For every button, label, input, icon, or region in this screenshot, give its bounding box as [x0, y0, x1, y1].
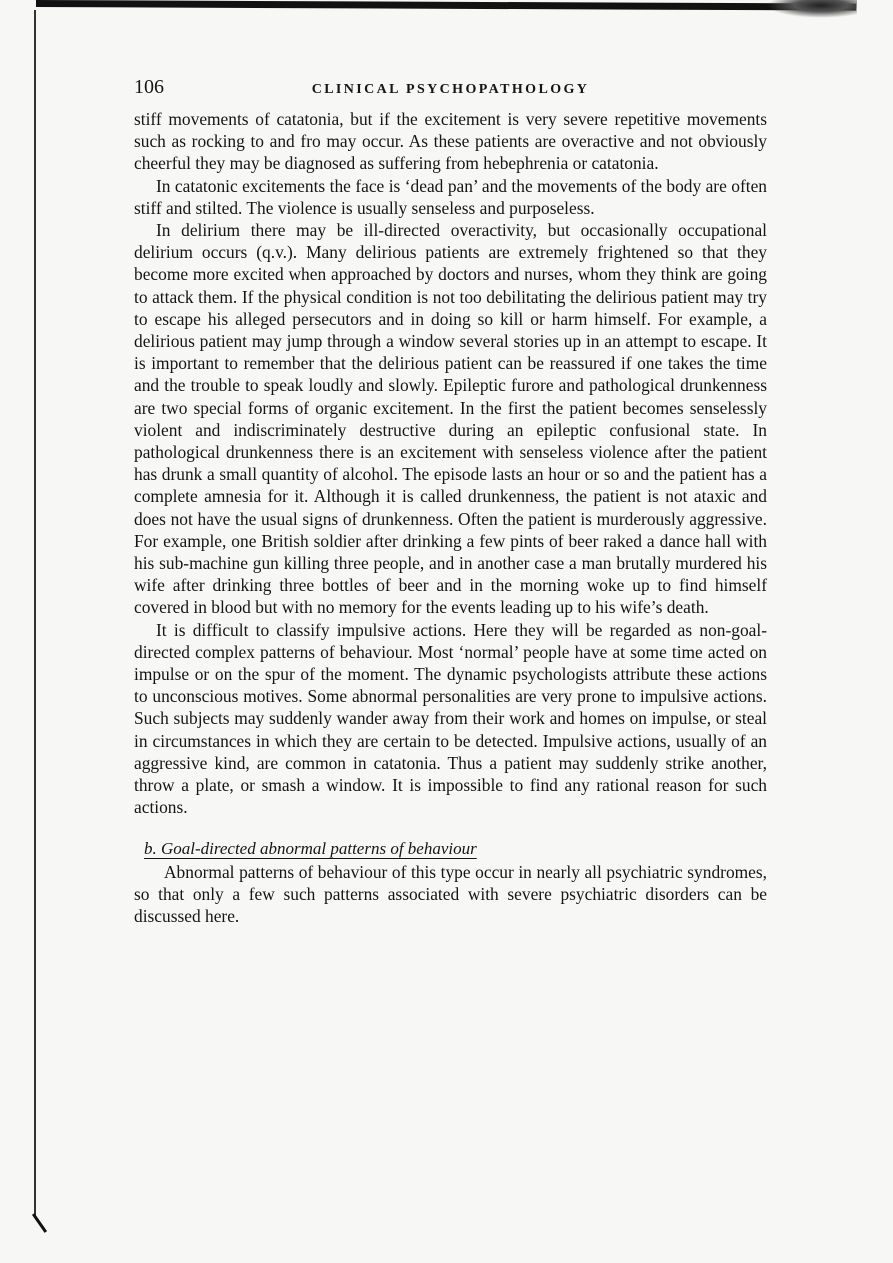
- body-text: [134, 108, 767, 819]
- paragraph-catatonic-excitements: In catatonic excitements the face is ‘dead pan’ and the movements of the body are often stiff and stilted. The violence is usually senseless and purposeless.: [134, 175, 767, 218]
- scan-corner-smudge: [767, 0, 857, 18]
- paragraph-catatonia-continued: stiff movements of catatonia, but if the excitement is very severe repetitive movements such as rocking to and fro may occur. As these patients are overactive and not obviously cheerful they may be diagnosed as suffering from hebephrenia or catatonia.: [134, 109, 767, 174]
- section-heading: b. Goal-directed abnormal patterns of behaviour: [144, 838, 477, 858]
- running-header: [134, 76, 767, 100]
- section-paragraph: Abnormal patterns of behaviour of this type occur in nearly all psychiatric syndromes, so that only a few such patterns associated with severe psychiatric disorders can be discussed here.: [134, 861, 767, 926]
- page-number: 106: [134, 76, 164, 98]
- scan-corner-mark: [32, 1213, 47, 1233]
- running-title: CLINICAL PSYCHOPATHOLOGY: [311, 82, 590, 97]
- book-page: [134, 76, 767, 927]
- scan-left-border: [34, 10, 36, 1215]
- paragraph-impulsive-actions: It is difficult to classify impulsive actions. Here they will be regarded as non-goal-directed complex patterns of behaviour. Most ‘normal’ people have at some time acted on impulse or on the spur of the moment. The dynamic psychologists attribute these actions to unconscious motives. Some abnormal personalities are very prone to impulsive actions. Such subjects may suddenly wander away from their work and homes on impulse, or steal in circumstances in which they are certain to be detected. Impulsive actions, usually of an aggressive kind, are common in catatonia. Thus a patient may suddenly strike another, throw a plate, or smash a window. It is impossible to find any rational reason for such actions.: [134, 619, 767, 818]
- scan-top-border: [36, 0, 856, 11]
- paragraph-delirium: In delirium there may be ill-directed overactivity, but occasionally occupational delirium occurs (q.v.). Many delirious patients are extremely frightened so that they become more excited when approached by doctors and nurses, whom they think are going to attack them. If the physical condition is not too debilitating the delirious patient may try to escape his alleged persecutors and in doing so kill or harm himself. For example, a delirious patient may jump through a window several stories up in an attempt to escape. It is important to remember that the delirious patient can be reassured if one takes the time and the trouble to speak loudly and slowly. Epileptic furore and pathological drunkenness are two special forms of organic excitement. In the first the patient becomes senselessly violent and indiscriminately destructive during an epileptic confusional state. In pathological drunkenness there is an excitement with senseless violence after the patient has drunk a small quantity of alcohol. The episode lasts an hour or so and the patient has a complete amnesia for it. Although it is called drunkenness, the patient is not ataxic and does not have the usual signs of drunkenness. Often the patient is murderously aggressive. For example, one British soldier after drinking a few pints of beer raked a dance hall with his sub-machine gun killing three people, and in another case a man brutally murdered his wife after drinking three bottles of beer and in the morning woke up to find himself covered in blood but with no memory for the events leading up to his wife’s death.: [134, 220, 767, 618]
